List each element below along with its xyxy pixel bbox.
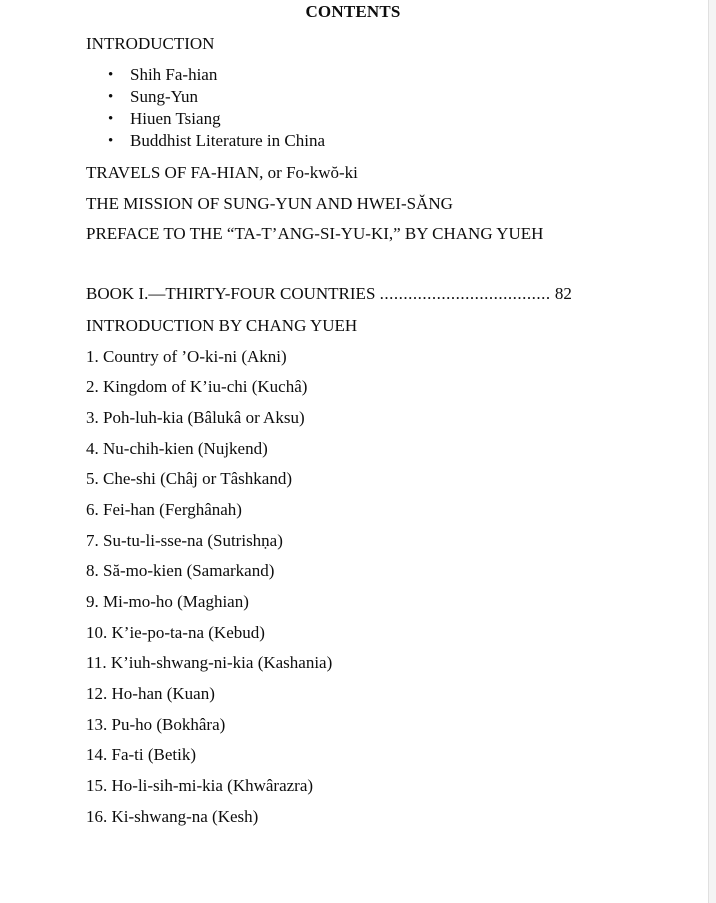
book1-heading: BOOK I.—THIRTY-FOUR COUNTRIES	[86, 284, 376, 303]
section-heading-introduction: INTRODUCTION	[86, 34, 215, 53]
list-item	[86, 131, 620, 151]
chapter-entry: 16. Ki-shwang-na (Kesh)	[86, 806, 259, 826]
bullet-icon: •	[108, 89, 114, 105]
chapter-entry: 7. Su-tu-li-sse-na (Sutrishṇa)	[86, 530, 283, 550]
chapter-entry: 8. Să-mo-kien (Samarkand)	[86, 561, 275, 581]
scrollbar[interactable]	[708, 0, 716, 903]
chapter-entry: 11. K’iuh-shwang-ni-kia (Kashania)	[86, 653, 333, 673]
introduction-bullet-list	[86, 65, 620, 151]
toc-entry-preface: PREFACE TO THE “TA-T’ANG-SI-YU-KI,” BY CHANG YUEH	[86, 224, 544, 243]
chapter-entry: 12. Ho-han (Kuan)	[86, 684, 215, 704]
list-item-label: Sung-Yun	[130, 87, 199, 106]
list-item-label: Hiuen Tsiang	[130, 109, 221, 128]
bullet-icon: •	[108, 111, 114, 127]
toc-entry-book1	[86, 284, 620, 304]
chapter-entry: 3. Poh-luh-kia (Bâlukâ or Aksu)	[86, 407, 305, 427]
list-item-label: Buddhist Literature in China	[130, 131, 325, 150]
list-item	[86, 109, 620, 129]
chapter-entry: 10. K’ie-po-ta-na (Kebud)	[86, 622, 265, 642]
chapter-entry: 5. Che-shi (Châj or Tâshkand)	[86, 469, 293, 489]
chapter-entry: 1. Country of ’O-ki-ni (Akni)	[86, 346, 287, 366]
bullet-icon: •	[108, 133, 114, 149]
contents-body	[0, 2, 706, 838]
dot-leader: ....................................	[379, 284, 551, 303]
chapter-entry: 4. Nu-chih-kien (Nujkend)	[86, 438, 268, 458]
list-item-label: Shih Fa-hian	[130, 65, 218, 84]
toc-entry-travels: TRAVELS OF FA-HIAN, or Fo-kwŏ-ki	[86, 163, 358, 182]
page-number: 82	[554, 284, 572, 303]
bullet-icon: •	[108, 67, 114, 83]
chapter-entry: 2. Kingdom of K’iu-chi (Kuchâ)	[86, 377, 308, 397]
chapter-entry: 15. Ho-li-sih-mi-kia (Khwârazra)	[86, 776, 314, 796]
chapter-entry: 14. Fa-ti (Betik)	[86, 745, 197, 765]
list-item	[86, 87, 620, 107]
chapter-entry: 9. Mi-mo-ho (Maghian)	[86, 592, 249, 611]
toc-entry-mission: THE MISSION OF SUNG-YUN AND HWEI-SĂNG	[86, 193, 453, 213]
chapter-entry: 13. Pu-ho (Bokhâra)	[86, 714, 226, 734]
list-item	[86, 65, 620, 85]
chapter-entry: 6. Fei-han (Ferghânah)	[86, 499, 242, 519]
book1-subheading: INTRODUCTION BY CHANG YUEH	[86, 315, 358, 335]
page-title: CONTENTS	[305, 2, 401, 21]
